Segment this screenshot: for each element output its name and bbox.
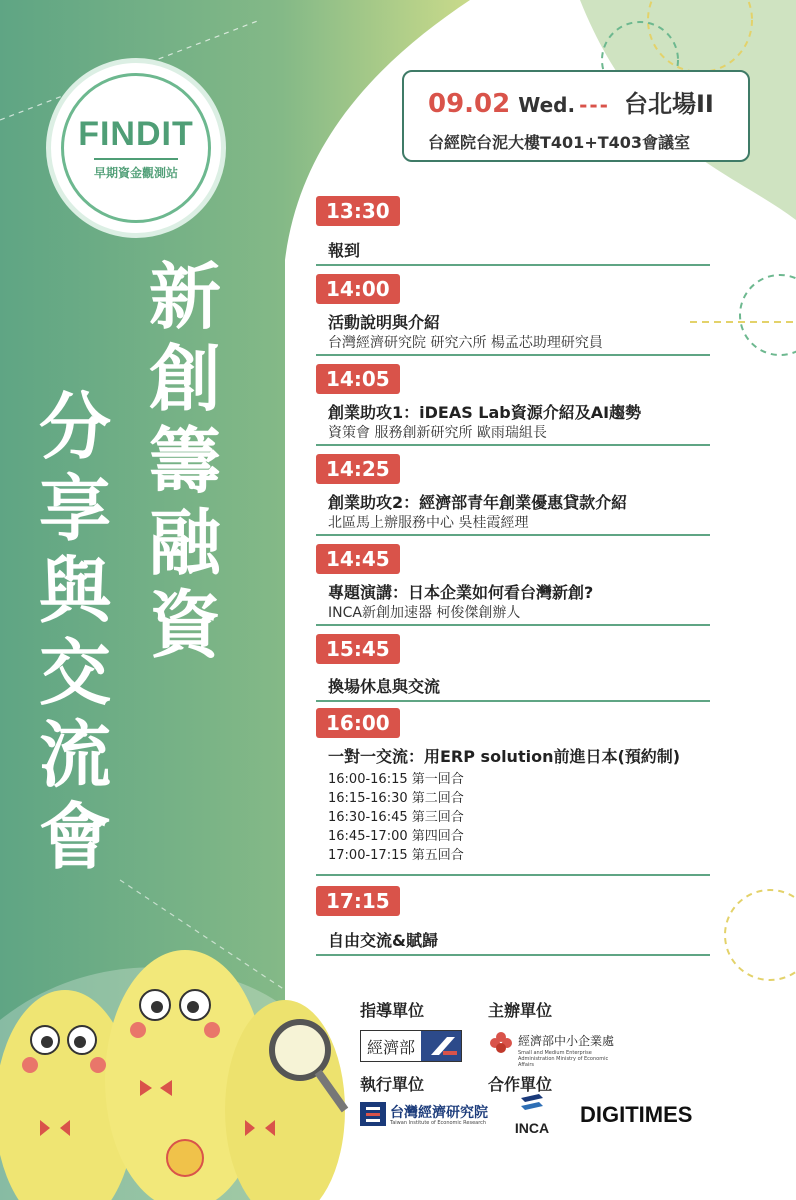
schedule-title: 一對一交流：用ERP solution前進日本(預約制): [328, 747, 681, 766]
schedule-item: [316, 454, 710, 531]
title-char: 資: [148, 583, 221, 667]
event-date-box: [402, 70, 750, 162]
title-char: 融: [148, 501, 221, 585]
date-dash: ---: [579, 93, 610, 117]
logo-subtitle: 早期資金觀測站: [94, 158, 178, 181]
schedule-item: [316, 274, 710, 351]
divider: [316, 954, 710, 956]
schedule-title: 自由交流&賦歸: [328, 931, 438, 950]
schedule-item: [316, 196, 710, 260]
host-label: 主辦單位: [488, 1001, 553, 1020]
findit-logo: [46, 58, 226, 238]
event-date: 09.02: [428, 89, 511, 119]
event-city: 台北場II: [623, 90, 714, 118]
title-char: 新: [148, 255, 221, 339]
title-char: 享: [38, 467, 111, 551]
moea-name: 經濟部: [367, 1037, 416, 1057]
divider: [316, 534, 710, 536]
schedule-time: 14:25: [316, 454, 400, 484]
round-item: 16:30-16:45 第三回合: [328, 810, 464, 825]
sme-flower-icon: [488, 1030, 514, 1056]
schedule-title: 活動說明與介紹: [328, 313, 441, 332]
schedule-speaker: 北區馬上辦服務中心 吳桂霞經理: [328, 515, 529, 531]
schedule-title: 報到: [328, 241, 361, 260]
title-char: 籌: [148, 419, 221, 503]
sme-name: 經濟部中小企業處: [518, 1034, 615, 1048]
title-char: 流: [38, 713, 111, 797]
digitimes-logo: DIGITIMES: [580, 1102, 693, 1127]
schedule-item: [316, 364, 710, 441]
title-column-1: [140, 256, 230, 666]
schedule-item: [316, 544, 710, 621]
schedule-title: 換場休息與交流: [328, 677, 441, 696]
schedule-speaker: INCA新創加速器 柯俊傑創辦人: [328, 605, 521, 621]
date-line: [428, 84, 714, 119]
sme-english: Small and Medium Enterprise Administration Ministry of Economic Affairs: [518, 1050, 609, 1068]
schedule-item: [316, 886, 710, 950]
schedule-item: [316, 708, 710, 863]
tier-mark-icon: [360, 1102, 386, 1126]
schedule-time: 14:00: [316, 274, 400, 304]
divider: [316, 624, 710, 626]
title-column-2: [30, 386, 120, 878]
schedule-title: 創業助攻2：經濟部青年創業優惠貸款介紹: [328, 493, 628, 512]
divider: [316, 874, 710, 876]
sme-logo: [488, 1030, 615, 1068]
schedule-item: [316, 634, 710, 696]
guide-label: 指導單位: [360, 1001, 425, 1020]
title-char: 分: [38, 385, 111, 469]
round-item: 16:15-16:30 第二回合: [328, 791, 464, 806]
tier-logo: [360, 1102, 488, 1130]
title-char: 創: [148, 337, 221, 421]
schedule-time: 13:30: [316, 196, 400, 226]
tier-name: 台灣經濟研究院: [390, 1105, 488, 1121]
inca-mark-icon: [517, 1094, 547, 1114]
round-item: 16:00-16:15 第一回合: [328, 772, 464, 787]
divider: [316, 264, 710, 266]
schedule-time: 16:00: [316, 708, 400, 738]
schedule-time: 14:45: [316, 544, 400, 574]
partner-label: 合作單位: [488, 1075, 553, 1094]
moea-mark-icon: [421, 1031, 461, 1061]
title-char: 與: [38, 549, 111, 633]
schedule-time: 17:15: [316, 886, 400, 916]
schedule-title: 專題演講：日本企業如何看台灣新創?: [328, 583, 594, 602]
divider: [316, 444, 710, 446]
divider: [316, 354, 710, 356]
moea-logo: [360, 1030, 462, 1062]
schedule-title: 創業助攻1：iDEAS Lab資源介紹及AI趨勢: [328, 403, 642, 422]
exec-label: 執行單位: [360, 1075, 425, 1094]
divider: [316, 700, 710, 702]
logo-ring: [61, 73, 211, 223]
round-item: 16:45-17:00 第四回合: [328, 829, 464, 844]
logo-name: FINDIT: [78, 115, 194, 153]
event-venue: 台經院台泥大樓T401+T403會議室: [428, 133, 691, 152]
event-weekday: Wed.: [518, 93, 576, 117]
title-char: 交: [38, 631, 111, 715]
schedule-speaker: 資策會 服務創新研究所 歐雨瑞組長: [328, 425, 547, 441]
inca-logo: [508, 1094, 556, 1136]
tier-english: Taiwan Institute of Economic Research: [390, 1120, 487, 1126]
inca-name: INCA: [514, 1120, 550, 1136]
schedule-time: 15:45: [316, 634, 400, 664]
schedule-time: 14:05: [316, 364, 400, 394]
title-char: 會: [38, 795, 111, 879]
schedule-speaker: 台灣經濟研究院 研究六所 楊孟芯助理研究員: [328, 335, 603, 351]
round-item: 17:00-17:15 第五回合: [328, 848, 464, 863]
